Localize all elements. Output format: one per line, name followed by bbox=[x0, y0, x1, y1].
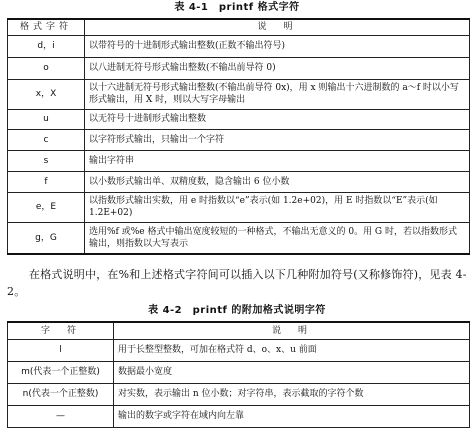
format-description: 以指数形式输出实数，用 e 时指数以“e”表示(如 1.2e+02)，用 E 时指数以“E”表示(如 1.2E+02) bbox=[85, 192, 470, 222]
format-char: s bbox=[8, 150, 85, 171]
format-description: 选用%f 或%e 格式中输出宽度较短的一种格式，不输出无意义的 0。用 G 时，若以指数形式输出，则指数以大写表示 bbox=[85, 222, 470, 254]
format-description: 以十六进制无符号形式输出整数(不输出前导符 0x)，用 x 则输出十六进制数的 a～f 时以小写形式输出，用 X 时，则以大写字母输出 bbox=[85, 79, 470, 109]
modifier-char: m(代表一个正整数) bbox=[8, 361, 114, 383]
table-4-2-caption: 表 4-2 printf 的附加格式说明字符 bbox=[148, 305, 326, 316]
header-description: 说 明 bbox=[85, 19, 470, 35]
format-description: 以无符号十进制形式输出整数 bbox=[85, 109, 470, 129]
format-char: e，E bbox=[8, 192, 85, 222]
modifier-description: 用于长整型整数，可加在格式符 d、o、x、u 前面 bbox=[114, 339, 470, 361]
table-header-row bbox=[8, 19, 470, 35]
table-4-1-caption: 表 4-1 printf 格式字符 bbox=[174, 2, 300, 13]
format-char: g，G bbox=[8, 222, 85, 254]
table-row bbox=[8, 57, 470, 79]
table-row bbox=[8, 192, 470, 222]
table-row bbox=[8, 171, 470, 192]
table-row bbox=[8, 79, 470, 109]
printf-modifier-table bbox=[7, 321, 470, 428]
modifier-char: — bbox=[8, 405, 114, 427]
format-char: x，X bbox=[8, 79, 85, 109]
table-row bbox=[8, 109, 470, 129]
header-description: 说 明 bbox=[114, 322, 470, 339]
modifier-char: l bbox=[8, 339, 114, 361]
table-header-row bbox=[8, 322, 470, 339]
table-row bbox=[8, 339, 470, 361]
table-row bbox=[8, 150, 470, 171]
format-description: 以小数形式输出单、双精度数，隐含输出 6 位小数 bbox=[85, 171, 470, 192]
table-row bbox=[8, 129, 470, 150]
table-row bbox=[8, 383, 470, 405]
table-row bbox=[8, 405, 470, 427]
printf-format-table bbox=[7, 18, 470, 255]
table-row bbox=[8, 361, 470, 383]
format-description: 以带符号的十进制形式输出整数(正数不输出符号) bbox=[85, 35, 470, 57]
table-row bbox=[8, 222, 470, 254]
modifier-char: n(代表一个正整数) bbox=[8, 383, 114, 405]
table-row bbox=[8, 35, 470, 57]
format-char: c bbox=[8, 129, 85, 150]
format-char: d，i bbox=[8, 35, 85, 57]
modifier-description: 对实数，表示输出 n 位小数；对字符串，表示截取的字符个数 bbox=[114, 383, 470, 405]
format-char: o bbox=[8, 57, 85, 79]
header-format-char: 格式字符 bbox=[8, 19, 85, 35]
modifier-description: 输出的数字或字符在域内向左靠 bbox=[114, 405, 470, 427]
header-char: 字 符 bbox=[8, 322, 114, 339]
format-description: 以字符形式输出，只输出一个字符 bbox=[85, 129, 470, 150]
body-paragraph: 在格式说明中，在%和上述格式字符间可以插入以下几种附加符号(又称修饰符)，见表 4-2。 bbox=[7, 268, 467, 298]
format-char: f bbox=[8, 171, 85, 192]
modifier-description: 数据最小宽度 bbox=[114, 361, 470, 383]
format-description: 输出字符串 bbox=[85, 150, 470, 171]
format-char: u bbox=[8, 109, 85, 129]
format-description: 以八进制无符号形式输出整数(不输出前导符 0) bbox=[85, 57, 470, 79]
